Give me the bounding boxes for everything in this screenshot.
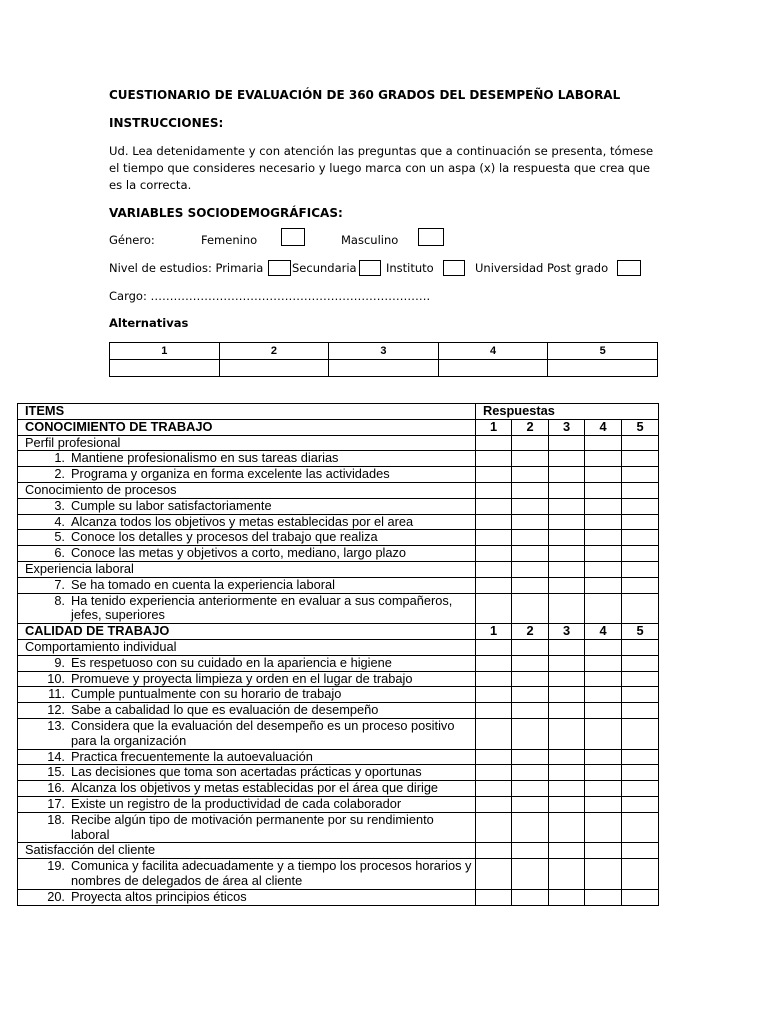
response-cell[interactable]: [512, 765, 549, 781]
response-cell[interactable]: [512, 498, 549, 514]
response-cell[interactable]: [549, 530, 585, 546]
response-cell[interactable]: [476, 703, 512, 719]
instructions-text: Ud. Lea detenidamente y con atención las preguntas que a continuación se presenta, tómese el tiempo que consideres necesario y luego marca con un aspa (x) la respuesta que crea que es la correcta.: [109, 144, 654, 192]
alt-value: 3: [329, 343, 439, 360]
table-row: 4. Alcanza todos los objetivos y metas establecidas por el area: [18, 514, 659, 530]
genero-femenino-label: Femenino: [201, 233, 258, 247]
subsection-row: [18, 843, 659, 859]
table-row: 12. Sabe a cabalidad lo que es evaluación de desempeño: [18, 703, 659, 719]
table-row: 5. Conoce los detalles y procesos del trabajo que realiza: [18, 530, 659, 546]
response-cell[interactable]: [512, 718, 549, 749]
genero-masculino-label: Masculino: [341, 233, 399, 247]
respuestas-header: Respuestas: [476, 404, 659, 420]
item-text: Proyecta altos principios éticos: [71, 888, 247, 904]
scale-label: 5: [622, 419, 659, 435]
table-row: 1. Mantiene profesionalismo en sus tareas diarias: [18, 451, 659, 467]
item-text: Se ha tomado en cuenta la experiencia laboral: [71, 576, 335, 592]
response-cell[interactable]: [476, 577, 512, 593]
response-cell[interactable]: [622, 467, 659, 483]
response-cell[interactable]: [512, 889, 549, 905]
table-row: 6. Conoce las metas y objetivos a corto, mediano, largo plazo: [18, 546, 659, 562]
response-cell[interactable]: [476, 593, 512, 624]
response-cell[interactable]: [476, 467, 512, 483]
scale-label: 5: [622, 624, 659, 640]
item-text: Alcanza todos los objetivos y metas establecidas por el area: [71, 513, 414, 529]
response-cell[interactable]: [585, 812, 622, 843]
table-row: 20. Proyecta altos principios éticos: [18, 889, 659, 905]
response-cell[interactable]: [512, 781, 549, 797]
response-cell[interactable]: [585, 467, 622, 483]
response-cell[interactable]: [549, 703, 585, 719]
response-cell[interactable]: [622, 655, 659, 671]
response-cell[interactable]: [476, 671, 512, 687]
instructions-label: INSTRUCCIONES:: [109, 116, 224, 130]
response-cell[interactable]: [622, 671, 659, 687]
response-cell[interactable]: [549, 781, 585, 797]
item-text: Cumple puntualmente con su horario de trabajo: [71, 686, 342, 702]
response-cell[interactable]: [476, 889, 512, 905]
table-row: 15. Las decisiones que toma son acertadas prácticas y oportunas: [18, 765, 659, 781]
table-row: 8. Ha tenido experiencia anteriormente en evaluar a sus compañeros, jefes, superiores: [18, 593, 659, 624]
response-cell[interactable]: [476, 655, 512, 671]
response-cell[interactable]: [476, 451, 512, 467]
response-cell[interactable]: [512, 812, 549, 843]
table-row: 18. Recibe algún tipo de motivación permanente por su rendimiento laboral: [18, 812, 659, 843]
response-cell[interactable]: [585, 514, 622, 530]
response-cell[interactable]: [622, 765, 659, 781]
item-text: Sabe a cabalidad lo que es evaluación de desempeño: [71, 702, 379, 718]
response-cell[interactable]: [585, 749, 622, 765]
alt-answer-cell[interactable]: [219, 360, 329, 377]
alt-answer-cell[interactable]: [548, 360, 658, 377]
scale-label: 1: [476, 624, 512, 640]
subsection-title: Experiencia laboral: [18, 561, 476, 577]
item-text: Conoce las metas y objetivos a corto, mediano, largo plazo: [71, 545, 407, 561]
masculino-checkbox[interactable]: [418, 228, 444, 246]
table-row: 2. Programa y organiza en forma excelente las actividades: [18, 467, 659, 483]
scale-label: 2: [512, 419, 549, 435]
response-cell[interactable]: [476, 718, 512, 749]
response-cell[interactable]: [622, 514, 659, 530]
response-cell[interactable]: [549, 577, 585, 593]
subsection-title: Comportamiento individual: [18, 639, 476, 655]
section-title: CONOCIMIENTO DE TRABAJO: [18, 419, 476, 435]
response-cell[interactable]: [549, 451, 585, 467]
response-cell[interactable]: [585, 687, 622, 703]
response-cell[interactable]: [549, 859, 585, 890]
response-cell[interactable]: [512, 749, 549, 765]
cargo-field[interactable]: Cargo: ……………………………………………………………….: [109, 289, 431, 303]
item-text: Las decisiones que toma son acertadas prácticas y oportunas: [71, 764, 422, 780]
response-cell[interactable]: [512, 703, 549, 719]
response-cell[interactable]: [512, 796, 549, 812]
response-cell[interactable]: [512, 546, 549, 562]
response-cell[interactable]: [549, 546, 585, 562]
scale-label: 4: [585, 419, 622, 435]
response-cell[interactable]: [476, 749, 512, 765]
response-cell[interactable]: [622, 498, 659, 514]
response-cell[interactable]: [549, 514, 585, 530]
response-cell[interactable]: [512, 530, 549, 546]
items-table: [17, 403, 659, 906]
response-cell[interactable]: [512, 655, 549, 671]
secundaria-checkbox[interactable]: [359, 260, 381, 276]
subsection-title: Perfil profesional: [18, 435, 476, 451]
response-cell[interactable]: [476, 781, 512, 797]
response-cell[interactable]: [476, 812, 512, 843]
response-cell[interactable]: [622, 546, 659, 562]
response-cell[interactable]: [476, 765, 512, 781]
response-cell[interactable]: [585, 593, 622, 624]
response-cell[interactable]: [512, 687, 549, 703]
subsection-row: [18, 561, 659, 577]
response-cell[interactable]: [549, 498, 585, 514]
table-row: 7. Se ha tomado en cuenta la experiencia laboral: [18, 577, 659, 593]
response-cell[interactable]: [585, 859, 622, 890]
response-cell[interactable]: [622, 749, 659, 765]
scale-label: 3: [549, 624, 585, 640]
response-cell[interactable]: [585, 530, 622, 546]
response-cell[interactable]: [622, 593, 659, 624]
response-cell[interactable]: [622, 451, 659, 467]
instituto-checkbox[interactable]: [443, 260, 465, 276]
response-cell[interactable]: [622, 718, 659, 749]
response-cell[interactable]: [585, 451, 622, 467]
item-text: Recibe algún tipo de motivación permanente por su rendimiento laboral: [71, 811, 434, 842]
table-row: 14. Practica frecuentemente la autoevaluación: [18, 749, 659, 765]
subsection-row: [18, 639, 659, 655]
response-cell[interactable]: [476, 514, 512, 530]
primaria-checkbox[interactable]: [268, 260, 291, 276]
response-cell[interactable]: [512, 467, 549, 483]
item-text: Existe un registro de la productividad de cada colaborador: [71, 795, 402, 811]
response-cell[interactable]: [549, 687, 585, 703]
alternativas-label: Alternativas: [109, 316, 189, 330]
response-cell[interactable]: [512, 451, 549, 467]
response-cell[interactable]: [622, 530, 659, 546]
response-cell[interactable]: [476, 530, 512, 546]
item-text: Cumple su labor satisfactoriamente: [71, 497, 272, 513]
response-cell[interactable]: [549, 467, 585, 483]
response-cell[interactable]: [476, 687, 512, 703]
table-row: 16. Alcanza los objetivos y metas establecidas por el área que dirige: [18, 781, 659, 797]
genero-label: Género:: [109, 233, 155, 247]
response-cell[interactable]: [476, 859, 512, 890]
response-cell[interactable]: [512, 859, 549, 890]
item-text: Ha tenido experiencia anteriormente en evaluar a sus compañeros, jefes, superiores: [71, 592, 453, 623]
alt-value: 1: [110, 343, 220, 360]
subsection-title: Satisfacción del cliente: [18, 843, 476, 859]
item-text: Es respetuoso con su cuidado en la apariencia e higiene: [71, 654, 392, 670]
response-cell[interactable]: [476, 498, 512, 514]
response-cell[interactable]: [622, 703, 659, 719]
response-cell[interactable]: [549, 765, 585, 781]
item-text: Practica frecuentemente la autoevaluación: [71, 748, 313, 764]
response-cell[interactable]: [585, 781, 622, 797]
alternativas-table: [109, 342, 658, 377]
response-cell[interactable]: [585, 765, 622, 781]
subsection-row: [18, 482, 659, 498]
scale-label: 2: [512, 624, 549, 640]
page-title: CUESTIONARIO DE EVALUACIÓN DE 360 GRADOS DEL DESEMPEÑO LABORAL: [109, 88, 621, 102]
response-cell[interactable]: [622, 577, 659, 593]
response-cell[interactable]: [549, 812, 585, 843]
estudios-secundaria-label: Secundaria: [292, 261, 357, 275]
table-row: 10. Promueve y proyecta limpieza y orden en el lugar de trabajo: [18, 671, 659, 687]
alt-value: 2: [219, 343, 329, 360]
item-text: Promueve y proyecta limpieza y orden en el lugar de trabajo: [71, 670, 413, 686]
response-cell[interactable]: [549, 889, 585, 905]
response-cell[interactable]: [549, 655, 585, 671]
table-row: 17. Existe un registro de la productividad de cada colaborador: [18, 796, 659, 812]
scale-label: 3: [549, 419, 585, 435]
response-cell[interactable]: [585, 498, 622, 514]
scale-label: 4: [585, 624, 622, 640]
table-row: 11. Cumple puntualmente con su horario de trabajo: [18, 687, 659, 703]
response-cell[interactable]: [585, 889, 622, 905]
response-cell[interactable]: [549, 671, 585, 687]
alt-answer-cell[interactable]: [329, 360, 439, 377]
response-cell[interactable]: [585, 671, 622, 687]
table-row: 13. Considera que la evaluación del desempeño es un proceso positivo para la organización: [18, 718, 659, 749]
variables-label: VARIABLES SOCIODEMOGRÁFICAS:: [109, 206, 343, 220]
item-text: Considera que la evaluación del desempeño es un proceso positivo para la organización: [71, 717, 455, 748]
subsection-row: [18, 435, 659, 451]
item-text: Conoce los detalles y procesos del trabajo que realiza: [71, 529, 378, 545]
response-cell[interactable]: [585, 703, 622, 719]
response-cell[interactable]: [585, 796, 622, 812]
table-row: 9. Es respetuoso con su cuidado en la apariencia e higiene: [18, 655, 659, 671]
alt-answer-cell[interactable]: [438, 360, 548, 377]
response-cell[interactable]: [585, 655, 622, 671]
response-cell[interactable]: [549, 593, 585, 624]
section-title: CALIDAD DE TRABAJO: [18, 624, 476, 640]
response-cell[interactable]: [549, 749, 585, 765]
alt-value: 4: [438, 343, 548, 360]
response-cell[interactable]: [585, 546, 622, 562]
response-cell[interactable]: [512, 514, 549, 530]
response-cell[interactable]: [549, 718, 585, 749]
estudios-universidad-label: Universidad Post grado: [475, 261, 609, 275]
response-cell[interactable]: [622, 796, 659, 812]
items-header: ITEMS: [18, 404, 476, 420]
response-cell[interactable]: [512, 671, 549, 687]
item-text: Alcanza los objetivos y metas establecidas por el área que dirige: [71, 780, 439, 796]
universidad-checkbox[interactable]: [617, 260, 641, 276]
table-row: 3. Cumple su labor satisfactoriamente: [18, 498, 659, 514]
response-cell[interactable]: [622, 889, 659, 905]
femenino-checkbox[interactable]: [281, 228, 305, 246]
estudios-instituto-label: Instituto: [386, 261, 434, 275]
subsection-title: Conocimiento de procesos: [18, 482, 476, 498]
response-cell[interactable]: [549, 796, 585, 812]
response-cell[interactable]: [622, 781, 659, 797]
response-cell[interactable]: [585, 718, 622, 749]
response-cell[interactable]: [622, 859, 659, 890]
response-cell[interactable]: [476, 546, 512, 562]
alt-value: 5: [548, 343, 658, 360]
response-cell[interactable]: [622, 812, 659, 843]
item-text: Programa y organiza en forma excelente las actividades: [71, 466, 390, 482]
response-cell[interactable]: [512, 577, 549, 593]
table-row: 19. Comunica y facilita adecuadamente y a tiempo los procesos horarios y nombres de delegados de área al cliente: [18, 859, 659, 890]
response-cell[interactable]: [622, 687, 659, 703]
scale-label: 1: [476, 419, 512, 435]
item-text: Mantiene profesionalismo en sus tareas diarias: [71, 450, 339, 466]
item-text: Comunica y facilita adecuadamente y a tiempo los procesos horarios y nombres de delegados de área al cliente: [71, 858, 472, 888]
estudios-label: Nivel de estudios: Primaria: [109, 261, 264, 275]
response-cell[interactable]: [585, 577, 622, 593]
response-cell[interactable]: [476, 796, 512, 812]
alt-answer-cell[interactable]: [110, 360, 220, 377]
response-cell[interactable]: [512, 593, 549, 624]
